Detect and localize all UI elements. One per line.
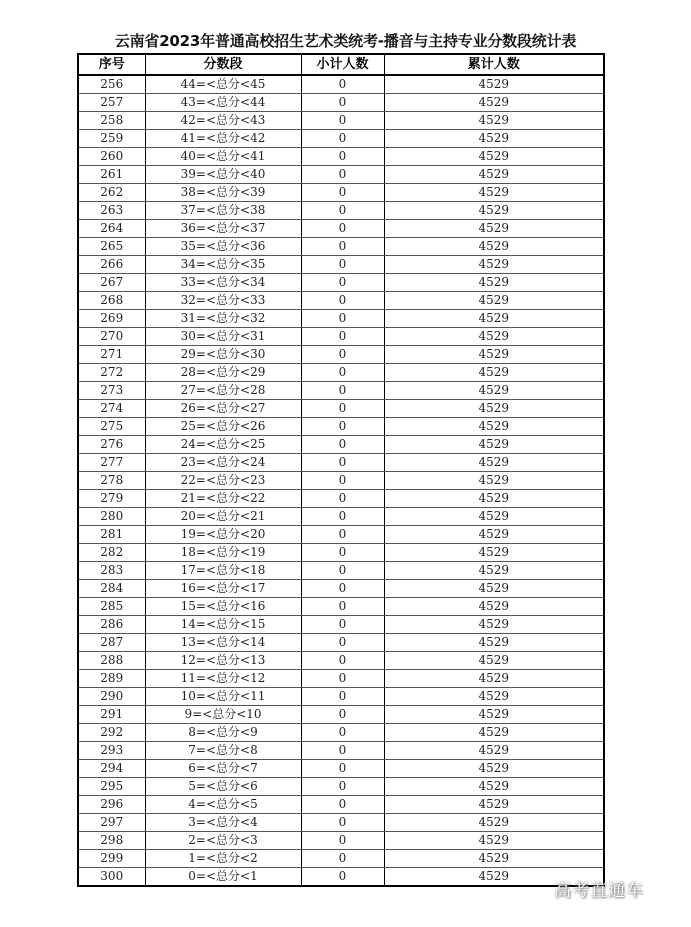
cell-index: 296 — [78, 796, 145, 814]
table-row — [78, 724, 604, 742]
cell-cumulative: 4529 — [384, 166, 604, 184]
table-row — [78, 220, 604, 238]
column-header-index: 序号 — [78, 54, 145, 75]
cell-subtotal: 0 — [301, 166, 384, 184]
cell-cumulative: 4529 — [384, 724, 604, 742]
cell-subtotal: 0 — [301, 562, 384, 580]
cell-cumulative: 4529 — [384, 760, 604, 778]
cell-subtotal: 0 — [301, 850, 384, 868]
cell-cumulative: 4529 — [384, 634, 604, 652]
cell-cumulative: 4529 — [384, 688, 604, 706]
table-row — [78, 382, 604, 400]
cell-cumulative: 4529 — [384, 436, 604, 454]
cell-score-range: 14=<总分<15 — [145, 616, 301, 634]
cell-subtotal: 0 — [301, 616, 384, 634]
table-row — [78, 274, 604, 292]
cell-subtotal: 0 — [301, 202, 384, 220]
cell-index: 285 — [78, 598, 145, 616]
cell-score-range: 10=<总分<11 — [145, 688, 301, 706]
cell-index: 287 — [78, 634, 145, 652]
cell-score-range: 3=<总分<4 — [145, 814, 301, 832]
cell-index: 286 — [78, 616, 145, 634]
cell-subtotal: 0 — [301, 292, 384, 310]
cell-index: 291 — [78, 706, 145, 724]
cell-cumulative: 4529 — [384, 130, 604, 148]
cell-index: 261 — [78, 166, 145, 184]
cell-score-range: 20=<总分<21 — [145, 508, 301, 526]
table-row — [78, 166, 604, 184]
cell-index: 277 — [78, 454, 145, 472]
cell-subtotal: 0 — [301, 346, 384, 364]
cell-index: 260 — [78, 148, 145, 166]
cell-index: 298 — [78, 832, 145, 850]
table-row — [78, 526, 604, 544]
cell-score-range: 43=<总分<44 — [145, 94, 301, 112]
cell-score-range: 36=<总分<37 — [145, 220, 301, 238]
cell-index: 300 — [78, 868, 145, 887]
cell-cumulative: 4529 — [384, 364, 604, 382]
cell-score-range: 11=<总分<12 — [145, 670, 301, 688]
cell-index: 265 — [78, 238, 145, 256]
cell-cumulative: 4529 — [384, 670, 604, 688]
table-row — [78, 490, 604, 508]
cell-score-range: 13=<总分<14 — [145, 634, 301, 652]
cell-subtotal: 0 — [301, 814, 384, 832]
table-row — [78, 688, 604, 706]
cell-score-range: 7=<总分<8 — [145, 742, 301, 760]
cell-subtotal: 0 — [301, 184, 384, 202]
cell-index: 281 — [78, 526, 145, 544]
cell-cumulative: 4529 — [384, 472, 604, 490]
cell-cumulative: 4529 — [384, 310, 604, 328]
cell-cumulative: 4529 — [384, 328, 604, 346]
cell-index: 274 — [78, 400, 145, 418]
cell-score-range: 4=<总分<5 — [145, 796, 301, 814]
cell-subtotal: 0 — [301, 580, 384, 598]
cell-subtotal: 0 — [301, 796, 384, 814]
cell-cumulative: 4529 — [384, 598, 604, 616]
table-row — [78, 472, 604, 490]
cell-score-range: 1=<总分<2 — [145, 850, 301, 868]
table-row — [78, 238, 604, 256]
table-row — [78, 364, 604, 382]
table-row — [78, 310, 604, 328]
cell-score-range: 12=<总分<13 — [145, 652, 301, 670]
score-distribution-table — [77, 53, 605, 887]
cell-subtotal: 0 — [301, 328, 384, 346]
cell-index: 282 — [78, 544, 145, 562]
cell-subtotal: 0 — [301, 634, 384, 652]
table-row — [78, 616, 604, 634]
cell-cumulative: 4529 — [384, 544, 604, 562]
cell-subtotal: 0 — [301, 364, 384, 382]
table-row — [78, 832, 604, 850]
cell-index: 292 — [78, 724, 145, 742]
table-row — [78, 112, 604, 130]
table-row — [78, 760, 604, 778]
cell-index: 259 — [78, 130, 145, 148]
table-row — [78, 796, 604, 814]
table-row — [78, 670, 604, 688]
cell-cumulative: 4529 — [384, 850, 604, 868]
table-row — [78, 202, 604, 220]
table-row — [78, 454, 604, 472]
table-body — [78, 75, 604, 886]
cell-score-range: 19=<总分<20 — [145, 526, 301, 544]
cell-score-range: 37=<总分<38 — [145, 202, 301, 220]
cell-subtotal: 0 — [301, 418, 384, 436]
cell-cumulative: 4529 — [384, 454, 604, 472]
cell-index: 290 — [78, 688, 145, 706]
cell-index: 258 — [78, 112, 145, 130]
cell-cumulative: 4529 — [384, 274, 604, 292]
cell-score-range: 26=<总分<27 — [145, 400, 301, 418]
cell-index: 278 — [78, 472, 145, 490]
cell-score-range: 42=<总分<43 — [145, 112, 301, 130]
cell-cumulative: 4529 — [384, 742, 604, 760]
page-title: 云南省2023年普通高校招生艺术类统考-播音与主持专业分数段统计表 — [114, 32, 577, 50]
cell-cumulative: 4529 — [384, 400, 604, 418]
cell-cumulative: 4529 — [384, 508, 604, 526]
cell-subtotal: 0 — [301, 274, 384, 292]
table-row — [78, 436, 604, 454]
cell-cumulative: 4529 — [384, 346, 604, 364]
table-row — [78, 328, 604, 346]
cell-index: 280 — [78, 508, 145, 526]
cell-cumulative: 4529 — [384, 832, 604, 850]
cell-score-range: 16=<总分<17 — [145, 580, 301, 598]
column-header-cumulative: 累计人数 — [384, 54, 604, 75]
cell-score-range: 34=<总分<35 — [145, 256, 301, 274]
cell-index: 268 — [78, 292, 145, 310]
cell-subtotal: 0 — [301, 688, 384, 706]
cell-subtotal: 0 — [301, 544, 384, 562]
cell-cumulative: 4529 — [384, 526, 604, 544]
cell-subtotal: 0 — [301, 220, 384, 238]
table-row — [78, 292, 604, 310]
cell-subtotal: 0 — [301, 112, 384, 130]
cell-index: 295 — [78, 778, 145, 796]
cell-cumulative: 4529 — [384, 652, 604, 670]
cell-score-range: 28=<总分<29 — [145, 364, 301, 382]
cell-score-range: 30=<总分<31 — [145, 328, 301, 346]
table-row — [78, 652, 604, 670]
cell-subtotal: 0 — [301, 598, 384, 616]
cell-cumulative: 4529 — [384, 382, 604, 400]
cell-score-range: 15=<总分<16 — [145, 598, 301, 616]
cell-index: 279 — [78, 490, 145, 508]
table-row — [78, 742, 604, 760]
cell-cumulative: 4529 — [384, 148, 604, 166]
cell-cumulative: 4529 — [384, 580, 604, 598]
cell-score-range: 38=<总分<39 — [145, 184, 301, 202]
cell-index: 262 — [78, 184, 145, 202]
table-row — [78, 850, 604, 868]
cell-subtotal: 0 — [301, 526, 384, 544]
table-row — [78, 94, 604, 112]
cell-cumulative: 4529 — [384, 112, 604, 130]
cell-index: 272 — [78, 364, 145, 382]
cell-index: 269 — [78, 310, 145, 328]
cell-cumulative: 4529 — [384, 868, 604, 887]
cell-score-range: 29=<总分<30 — [145, 346, 301, 364]
cell-cumulative: 4529 — [384, 202, 604, 220]
cell-subtotal: 0 — [301, 256, 384, 274]
table-row — [78, 544, 604, 562]
cell-subtotal: 0 — [301, 238, 384, 256]
cell-score-range: 2=<总分<3 — [145, 832, 301, 850]
cell-subtotal: 0 — [301, 310, 384, 328]
cell-subtotal: 0 — [301, 778, 384, 796]
table-row — [78, 184, 604, 202]
cell-index: 297 — [78, 814, 145, 832]
cell-subtotal: 0 — [301, 454, 384, 472]
column-header-score-range: 分数段 — [145, 54, 301, 75]
cell-subtotal: 0 — [301, 382, 384, 400]
cell-index: 294 — [78, 760, 145, 778]
cell-cumulative: 4529 — [384, 616, 604, 634]
cell-score-range: 8=<总分<9 — [145, 724, 301, 742]
cell-index: 288 — [78, 652, 145, 670]
cell-index: 273 — [78, 382, 145, 400]
cell-subtotal: 0 — [301, 75, 384, 94]
cell-subtotal: 0 — [301, 130, 384, 148]
cell-score-range: 21=<总分<22 — [145, 490, 301, 508]
table-row — [78, 580, 604, 598]
cell-subtotal: 0 — [301, 724, 384, 742]
cell-cumulative: 4529 — [384, 238, 604, 256]
cell-subtotal: 0 — [301, 760, 384, 778]
cell-score-range: 23=<总分<24 — [145, 454, 301, 472]
table-row — [78, 706, 604, 724]
cell-score-range: 32=<总分<33 — [145, 292, 301, 310]
cell-score-range: 24=<总分<25 — [145, 436, 301, 454]
cell-index: 256 — [78, 75, 145, 94]
table-row — [78, 256, 604, 274]
cell-cumulative: 4529 — [384, 220, 604, 238]
cell-score-range: 18=<总分<19 — [145, 544, 301, 562]
cell-score-range: 41=<总分<42 — [145, 130, 301, 148]
cell-cumulative: 4529 — [384, 796, 604, 814]
watermark: 高考直通车 — [554, 881, 644, 901]
cell-score-range: 17=<总分<18 — [145, 562, 301, 580]
cell-score-range: 33=<总分<34 — [145, 274, 301, 292]
cell-subtotal: 0 — [301, 94, 384, 112]
cell-cumulative: 4529 — [384, 184, 604, 202]
cell-subtotal: 0 — [301, 868, 384, 887]
cell-cumulative: 4529 — [384, 94, 604, 112]
cell-index: 270 — [78, 328, 145, 346]
cell-score-range: 5=<总分<6 — [145, 778, 301, 796]
table-row — [78, 634, 604, 652]
cell-subtotal: 0 — [301, 400, 384, 418]
cell-score-range: 44=<总分<45 — [145, 75, 301, 94]
cell-score-range: 0=<总分<1 — [145, 868, 301, 887]
cell-index: 257 — [78, 94, 145, 112]
cell-score-range: 27=<总分<28 — [145, 382, 301, 400]
cell-score-range: 22=<总分<23 — [145, 472, 301, 490]
table-row — [78, 346, 604, 364]
table-row — [78, 562, 604, 580]
cell-subtotal: 0 — [301, 652, 384, 670]
table-row — [78, 418, 604, 436]
cell-subtotal: 0 — [301, 436, 384, 454]
cell-index: 267 — [78, 274, 145, 292]
cell-score-range: 31=<总分<32 — [145, 310, 301, 328]
cell-cumulative: 4529 — [384, 418, 604, 436]
cell-index: 289 — [78, 670, 145, 688]
cell-index: 299 — [78, 850, 145, 868]
cell-subtotal: 0 — [301, 508, 384, 526]
cell-score-range: 9=<总分<10 — [145, 706, 301, 724]
cell-score-range: 40=<总分<41 — [145, 148, 301, 166]
cell-subtotal: 0 — [301, 670, 384, 688]
cell-subtotal: 0 — [301, 472, 384, 490]
cell-cumulative: 4529 — [384, 490, 604, 508]
cell-cumulative: 4529 — [384, 562, 604, 580]
table-row — [78, 778, 604, 796]
cell-index: 284 — [78, 580, 145, 598]
cell-cumulative: 4529 — [384, 256, 604, 274]
cell-index: 266 — [78, 256, 145, 274]
cell-index: 276 — [78, 436, 145, 454]
cell-index: 275 — [78, 418, 145, 436]
cell-index: 293 — [78, 742, 145, 760]
table-row — [78, 75, 604, 94]
cell-subtotal: 0 — [301, 742, 384, 760]
cell-index: 264 — [78, 220, 145, 238]
table-row — [78, 508, 604, 526]
table-header-row — [78, 54, 604, 75]
cell-index: 271 — [78, 346, 145, 364]
cell-subtotal: 0 — [301, 490, 384, 508]
cell-subtotal: 0 — [301, 832, 384, 850]
column-header-subtotal: 小计人数 — [301, 54, 384, 75]
cell-cumulative: 4529 — [384, 778, 604, 796]
cell-index: 283 — [78, 562, 145, 580]
table-row — [78, 868, 604, 887]
cell-cumulative: 4529 — [384, 292, 604, 310]
cell-index: 263 — [78, 202, 145, 220]
cell-cumulative: 4529 — [384, 706, 604, 724]
table-row — [78, 400, 604, 418]
table-row — [78, 148, 604, 166]
cell-score-range: 35=<总分<36 — [145, 238, 301, 256]
table-row — [78, 130, 604, 148]
table-row — [78, 598, 604, 616]
cell-cumulative: 4529 — [384, 814, 604, 832]
cell-cumulative: 4529 — [384, 75, 604, 94]
cell-score-range: 6=<总分<7 — [145, 760, 301, 778]
table-row — [78, 814, 604, 832]
cell-score-range: 25=<总分<26 — [145, 418, 301, 436]
cell-score-range: 39=<总分<40 — [145, 166, 301, 184]
cell-subtotal: 0 — [301, 706, 384, 724]
cell-subtotal: 0 — [301, 148, 384, 166]
